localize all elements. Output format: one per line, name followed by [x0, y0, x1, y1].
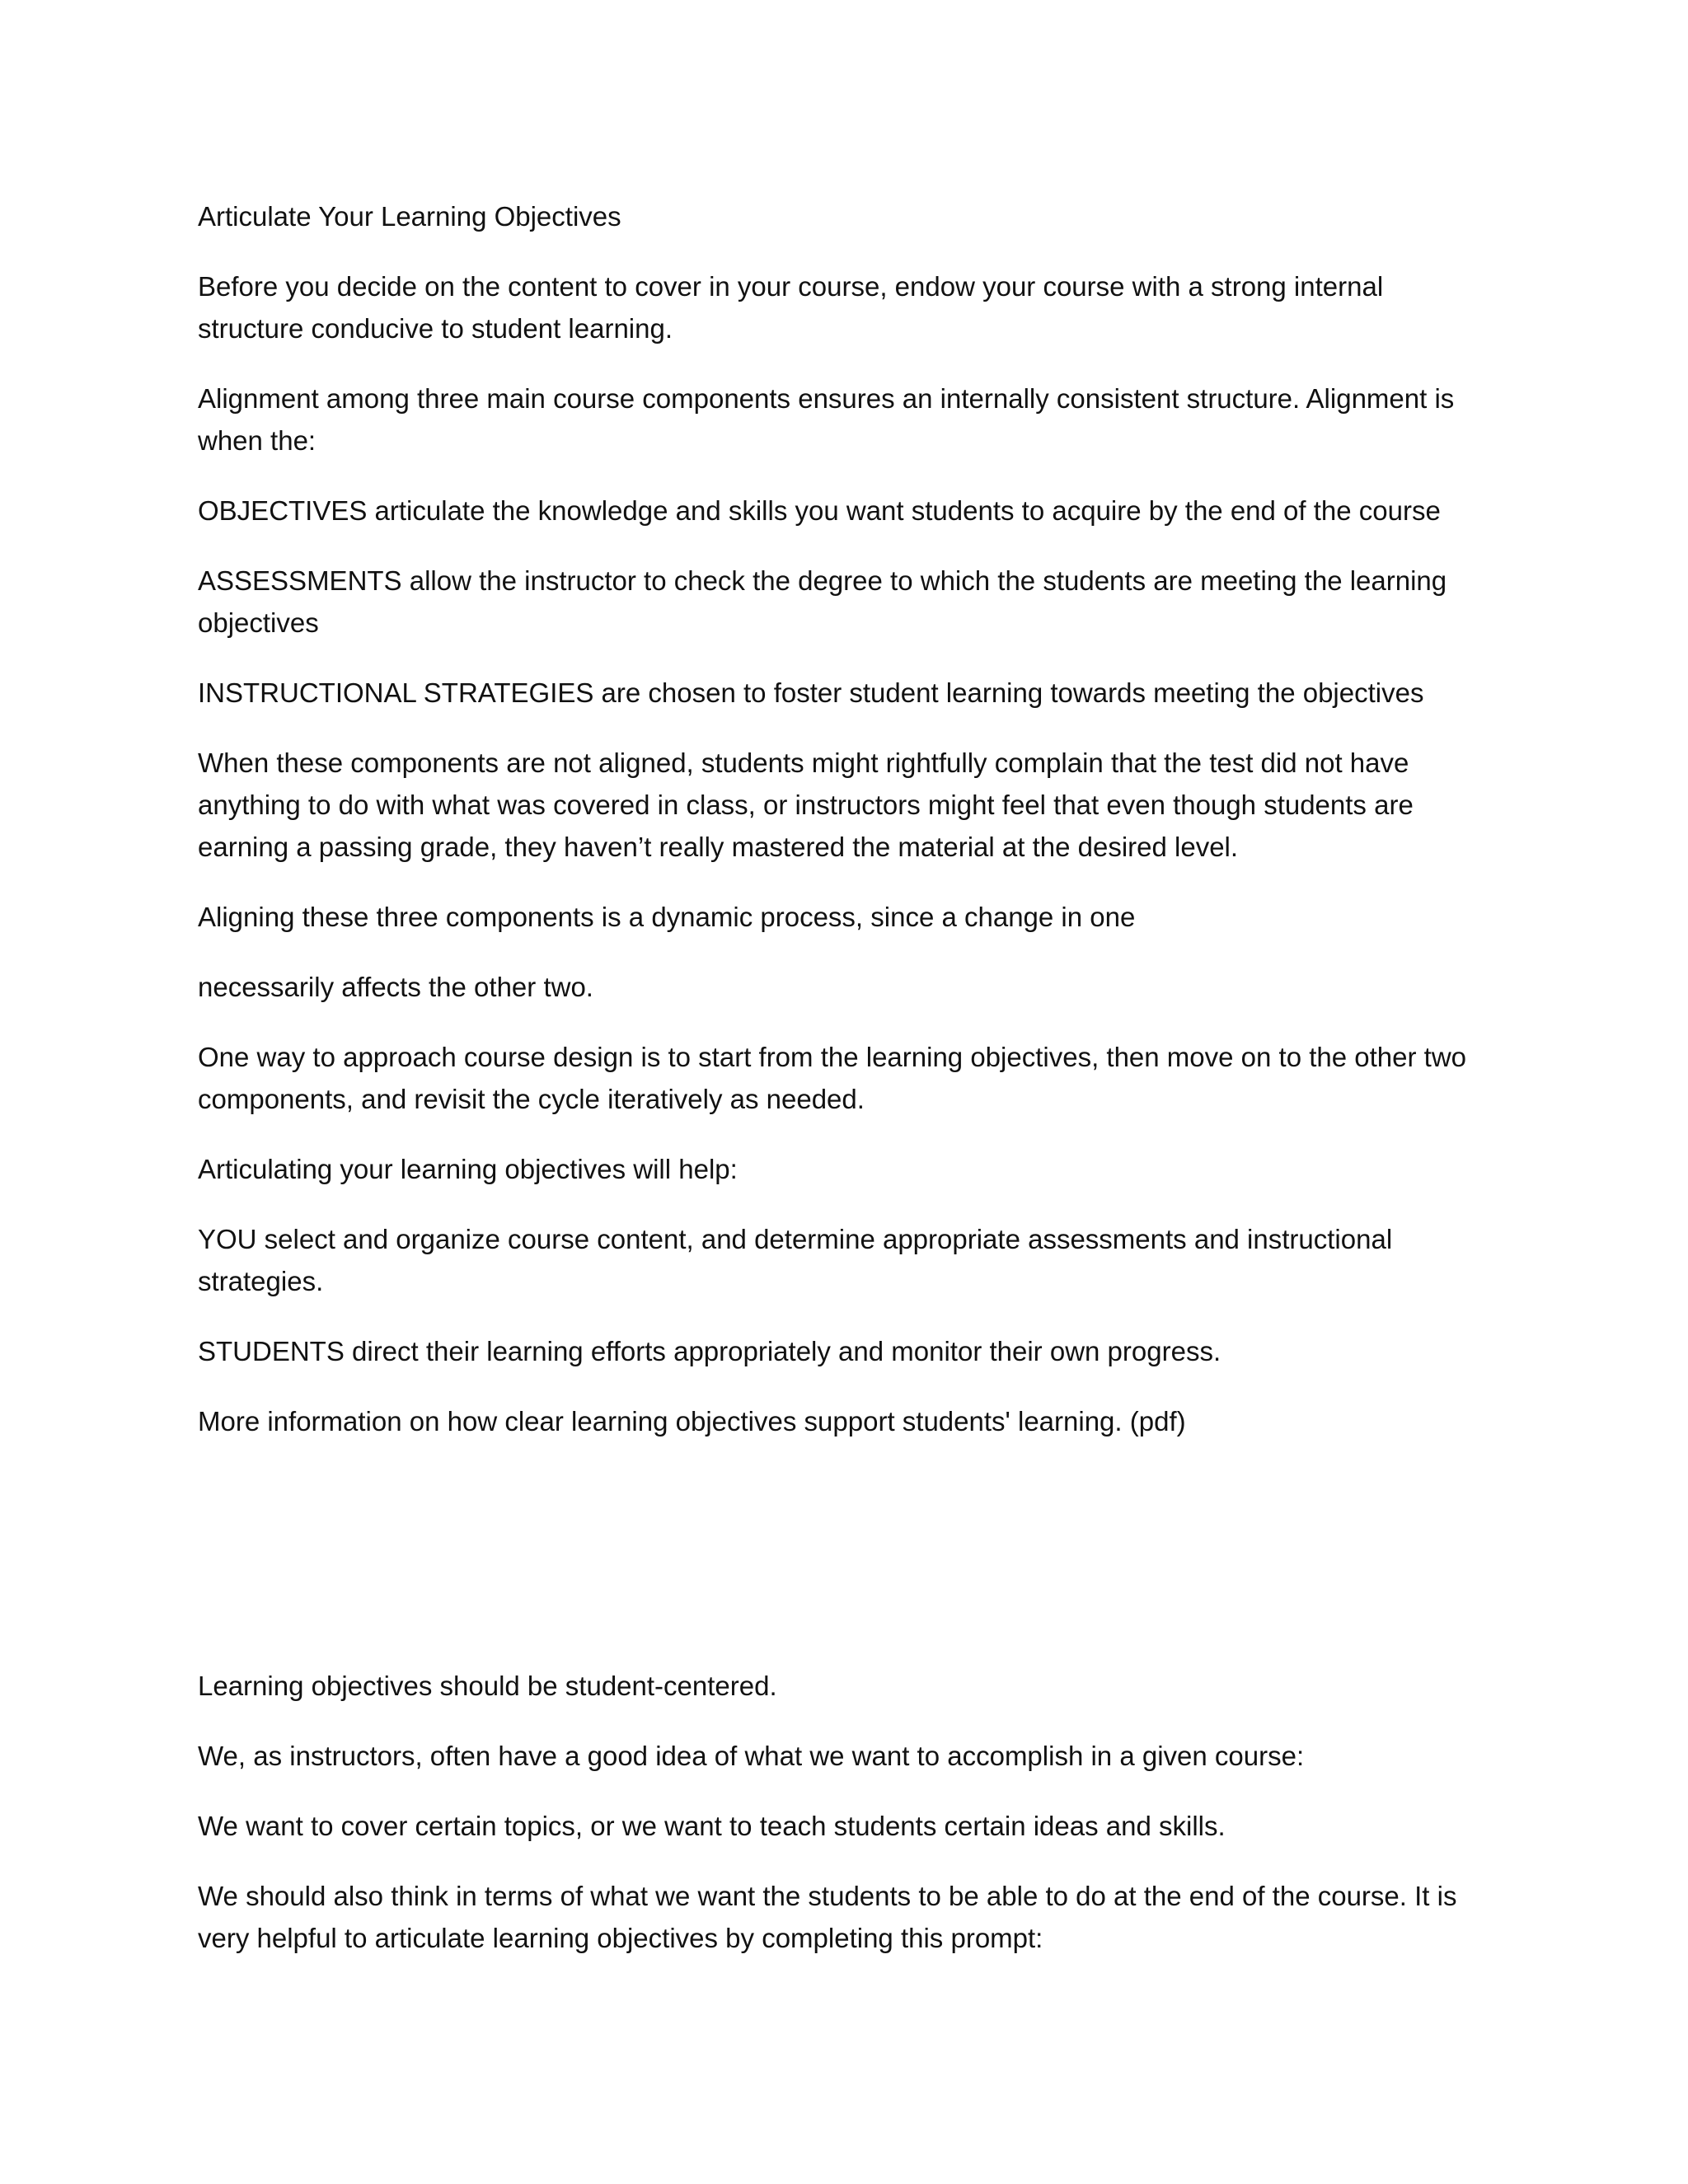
- paragraph-you: YOU select and organize course content, and determine appropriate assessments and instructional strategies.: [198, 1224, 1393, 1296]
- section-heading: Articulate Your Learning Objectives: [198, 201, 621, 232]
- paragraph-intro: Before you decide on the content to cover in your course, endow your course with a strong internal structure conducive to student learning.: [198, 271, 1384, 344]
- paragraph-approach: One way to approach course design is to start from the learning objectives, then move on to the other two components, and revisit the cycle iteratively as needed.: [198, 1042, 1467, 1114]
- paragraph-instructors: We, as instructors, often have a good idea of what we want to accomplish in a given course:: [198, 1741, 1305, 1771]
- paragraph-prompt: We should also think in terms of what we want the students to be able to do at the end of the course. It is very helpful to articulate learning objectives by completing this prompt:: [198, 1881, 1457, 1953]
- section-heading-student-centered: Learning objectives should be student-centered.: [198, 1671, 777, 1701]
- paragraph-objectives: OBJECTIVES articulate the knowledge and skills you want students to acquire by the end of the course: [198, 495, 1441, 526]
- paragraph-alignment: Alignment among three main course components ensures an internally consistent structure. Alignment is when the:: [198, 383, 1455, 456]
- paragraph-dynamic-process: Aligning these three components is a dynamic process, since a change in one: [198, 902, 1136, 932]
- paragraph-assessments: ASSESSMENTS allow the instructor to check the degree to which the students are meeting the learning objectives: [198, 565, 1447, 638]
- paragraph-students: STUDENTS direct their learning efforts appropriately and monitor their own progress.: [198, 1336, 1221, 1366]
- paragraph-more-information: More information on how clear learning objectives support students' learning. (pdf): [198, 1406, 1186, 1436]
- paragraph-instructional-strategies: INSTRUCTIONAL STRATEGIES are chosen to foster student learning towards meeting the objectives: [198, 677, 1424, 708]
- paragraph-not-aligned: When these components are not aligned, students might rightfully complain that the test did not have anything to do with what was covered in class, or instructors might feel that even though students are earning a passing grade, they haven’t really mastered the material at the desired level.: [198, 748, 1414, 862]
- paragraph-cover-topics: We want to cover certain topics, or we want to teach students certain ideas and skills.: [198, 1811, 1226, 1841]
- paragraph-affects-other-two: necessarily affects the other two.: [198, 972, 593, 1002]
- paragraph-will-help: Articulating your learning objectives will help:: [198, 1154, 738, 1184]
- document-body: [198, 195, 1484, 1987]
